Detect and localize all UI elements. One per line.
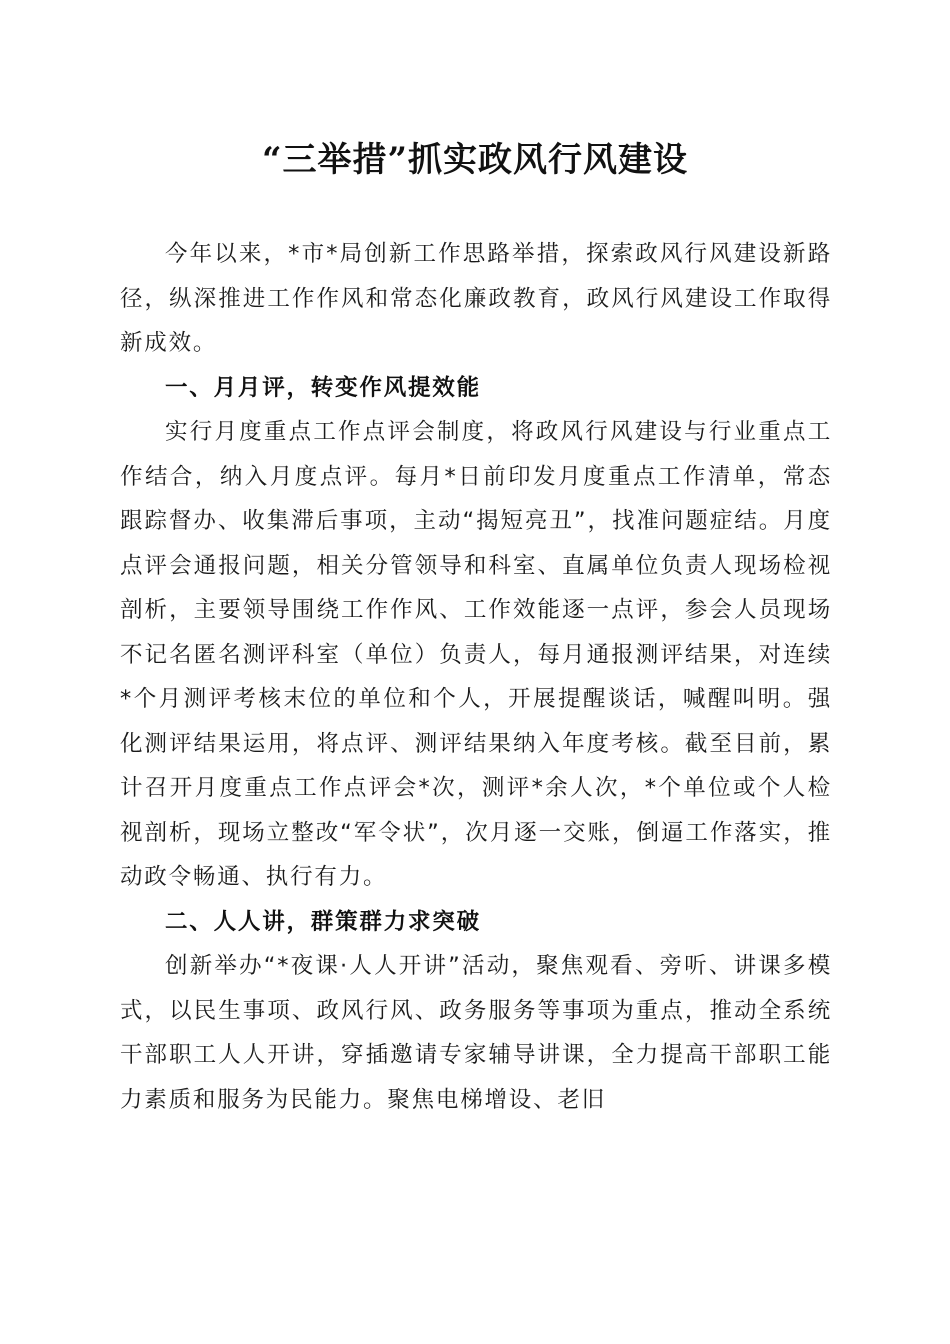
section-2-heading: 二、人人讲，群策群力求突破	[165, 908, 481, 935]
document-body	[120, 232, 832, 1122]
section-1-paragraph: 实行月度重点工作点评会制度，将政风行风建设与行业重点工作结合，纳入月度点评。每月*日前印发月度重点工作清单，常态跟踪督办、收集滞后事项，主动“揭短亮丑”，找准问题症结。月度点评会通报问题，相关分管领导和科室、直属单位负责人现场检视剖析，主要领导围绕工作作风、工作效能逐一点评，参会人员现场不记名匿名测评科室（单位）负责人，每月通报测评结果，对连续*个月测评考核末位的单位和个人，开展提醒谈话，喊醒叫明。强化测评结果运用，将点评、测评结果纳入年度考核。截至目前，累计召开月度重点工作点评会*次，测评*余人次，*个单位或个人检视剖析，现场立整改“军令状”，次月逐一交账，倒逼工作落实，推动政令畅通、执行有力。	[120, 419, 832, 890]
intro-paragraph: 今年以来，*市*局创新工作思路举措，探索政风行风建设新路径，纵深推进工作作风和常态化廉政教育，政风行风建设工作取得新成效。	[120, 241, 832, 356]
document-title: “三举措”抓实政风行风建设	[261, 140, 689, 180]
section-2-paragraph: 创新举办“*夜课·人人开讲”活动，聚焦观看、旁听、讲课多模式，以民生事项、政风行风、政务服务等事项为重点，推动全系统干部职工人人开讲，穿插邀请专家辅导讲课，全力提高干部职工能力素质和服务为民能力。聚焦电梯增设、老旧	[120, 953, 832, 1113]
section-1-heading: 一、月月评，转变作风提效能	[165, 374, 481, 401]
